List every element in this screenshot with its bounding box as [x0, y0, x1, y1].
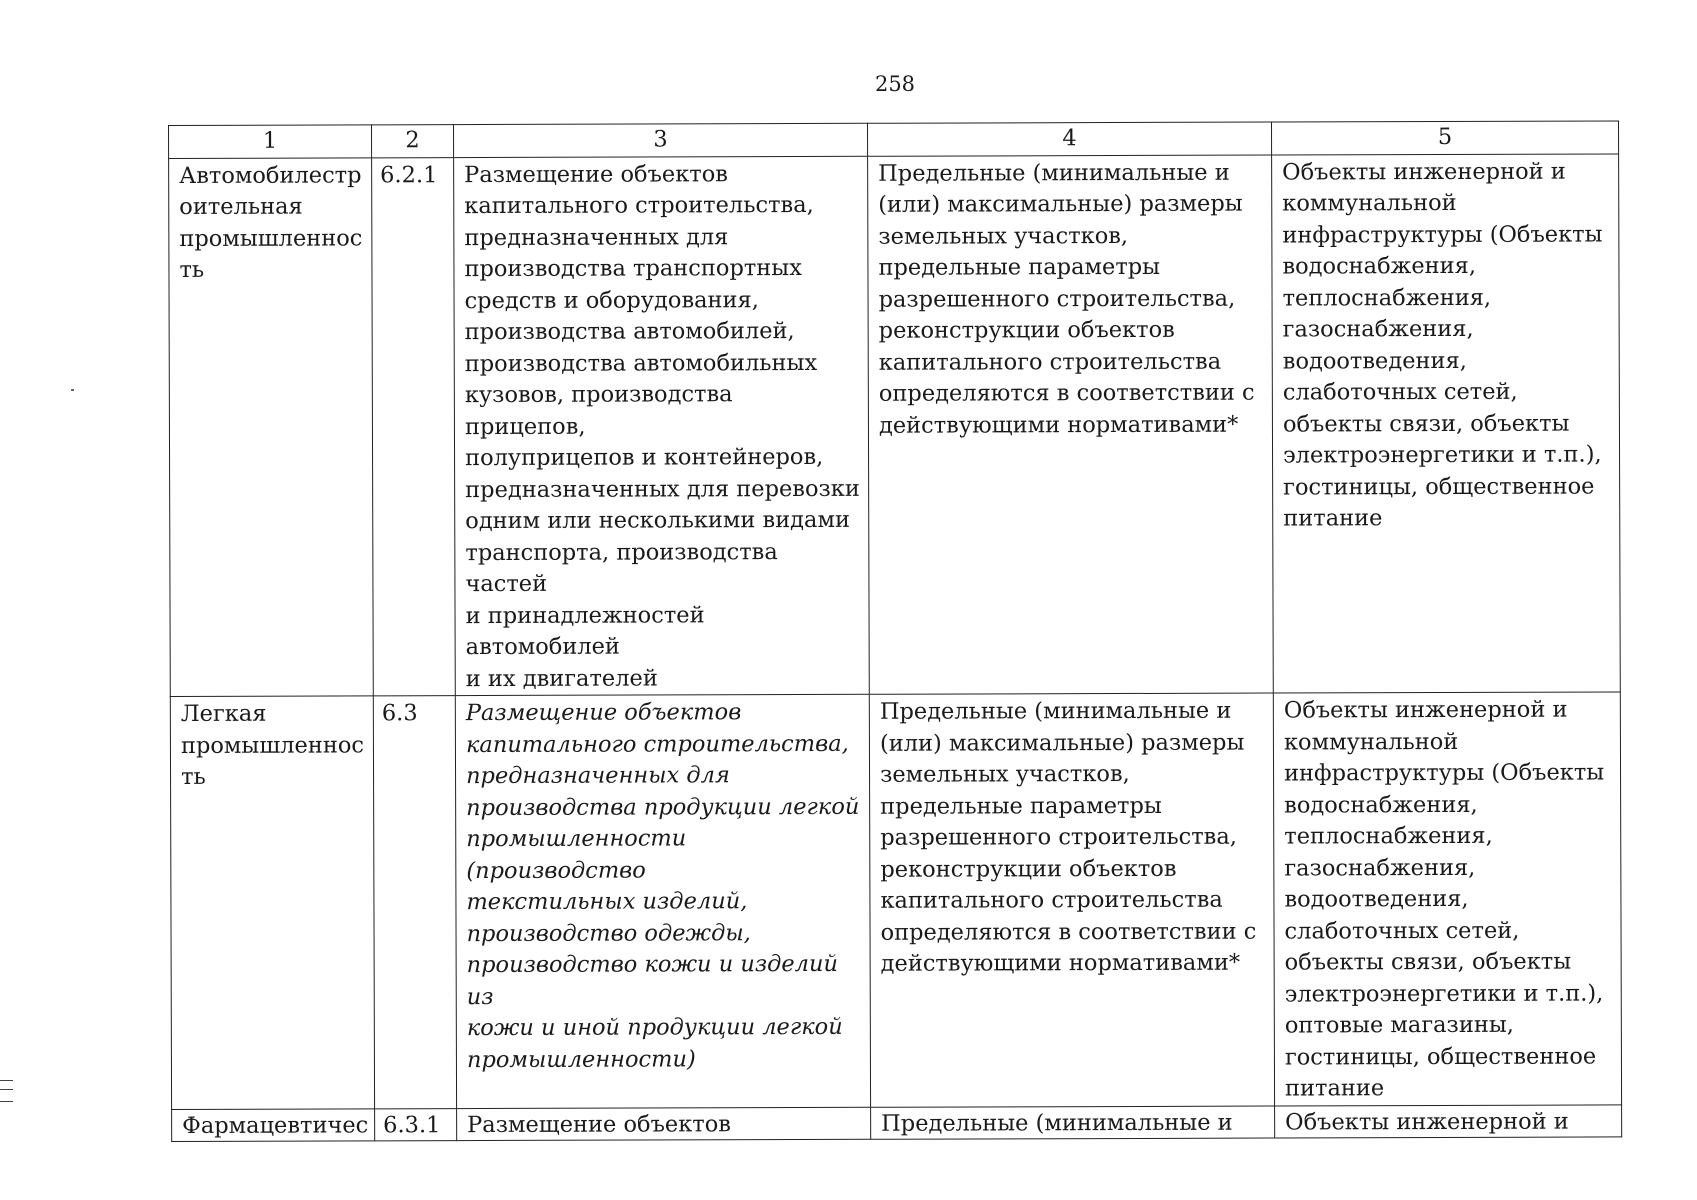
table-row	[172, 1104, 1622, 1141]
header-col-5: 5	[1271, 121, 1618, 155]
auxiliary-uses-cell	[1272, 153, 1621, 693]
use-parameters-cell	[871, 1106, 1275, 1139]
auxiliary-uses-cell	[1273, 692, 1621, 1106]
use-description: Размещение объектов капитального строительства, предназначенных для производства транспортных средств и оборудования, производства автомобилей, производства автомобильных кузовов, производства прицепов, полуприцепов и контейнеров, предназначенных для перевозки одним или несколькими видами транспорта, производства частей и принадлежностей автомобилей и их двигателей	[464, 160, 860, 692]
land-use-table	[168, 120, 1622, 1141]
auxiliary-uses: Объекты инженерной и	[1285, 1108, 1569, 1135]
use-description-cell	[455, 694, 870, 1108]
use-parameters: Предельные (минимальные и (или) максимальные) размеры земельных участков, предельные параметры разрешенного строительства, реконструкции объектов капитального строительства определяются в соответствии с действующими нормативами*	[878, 159, 1255, 439]
use-parameters-cell	[869, 693, 1274, 1107]
use-code-cell	[372, 157, 456, 696]
use-code: 6.2.1	[380, 161, 438, 188]
use-name: Автомобилестр оительная промышленнос ть	[179, 161, 363, 283]
header-col-3: 3	[454, 123, 868, 157]
auxiliary-uses: Объекты инженерной и коммунальной инфраструктуры (Объекты водоснабжения, теплоснабжения, газоснабжения, водоотведения, слаботочных сетей, объекты связи, объекты электроэнергетики и т.п.), гостиницы, общественное питание	[1282, 158, 1603, 532]
use-description: Размещение объектов	[467, 1110, 731, 1138]
table-header-row	[169, 121, 1619, 158]
auxiliary-uses-cell	[1275, 1104, 1622, 1137]
use-description-cell	[457, 1107, 871, 1140]
use-code: 6.3.1	[383, 1111, 441, 1138]
use-name: Легкая промышленнос ть	[180, 700, 365, 790]
header-col-2: 2	[372, 125, 454, 158]
use-parameters: Предельные (минимальные и (или) максимальные) размеры земельных участков, предельные параметры разрешенного строительства, реконструкции объектов капитального строительства определяются в соответствии с действующими нормативами*	[879, 697, 1257, 977]
table-row	[170, 692, 1621, 1109]
use-parameters-cell	[868, 155, 1274, 695]
use-description: Размещение объектов капитального строительства, предназначенных для производства продукции легкой промышленности (производство текстильных изделий, производство одежды, производство кожи и изделий из кожи и иной продукции легкой промышленности)	[465, 699, 860, 1073]
use-parameters: Предельные (минимальные и	[881, 1109, 1233, 1137]
use-code-cell	[375, 1108, 457, 1140]
auxiliary-uses: Объекты инженерной и коммунальной инфраструктуры (Объекты водоснабжения, теплоснабжения, газоснабжения, водоотведения, слаботочных сетей, объекты связи, объекты электроэнергетики и т.п.), оптовые магазины, гостиницы, общественное питание	[1283, 696, 1605, 1102]
use-code-cell	[373, 696, 456, 1109]
table-row	[169, 153, 1621, 696]
use-code: 6.3	[381, 700, 418, 727]
margin-binding-mark	[0, 1080, 13, 1102]
use-name-cell	[170, 696, 374, 1109]
header-col-4: 4	[867, 122, 1271, 156]
scan-speck	[71, 389, 74, 391]
use-name-cell	[172, 1108, 375, 1141]
use-description-cell	[454, 156, 870, 696]
page-number: 258	[874, 72, 916, 96]
header-col-1: 1	[169, 125, 372, 158]
use-name: Фармацевтичес	[182, 1111, 369, 1139]
use-name-cell	[169, 157, 374, 696]
